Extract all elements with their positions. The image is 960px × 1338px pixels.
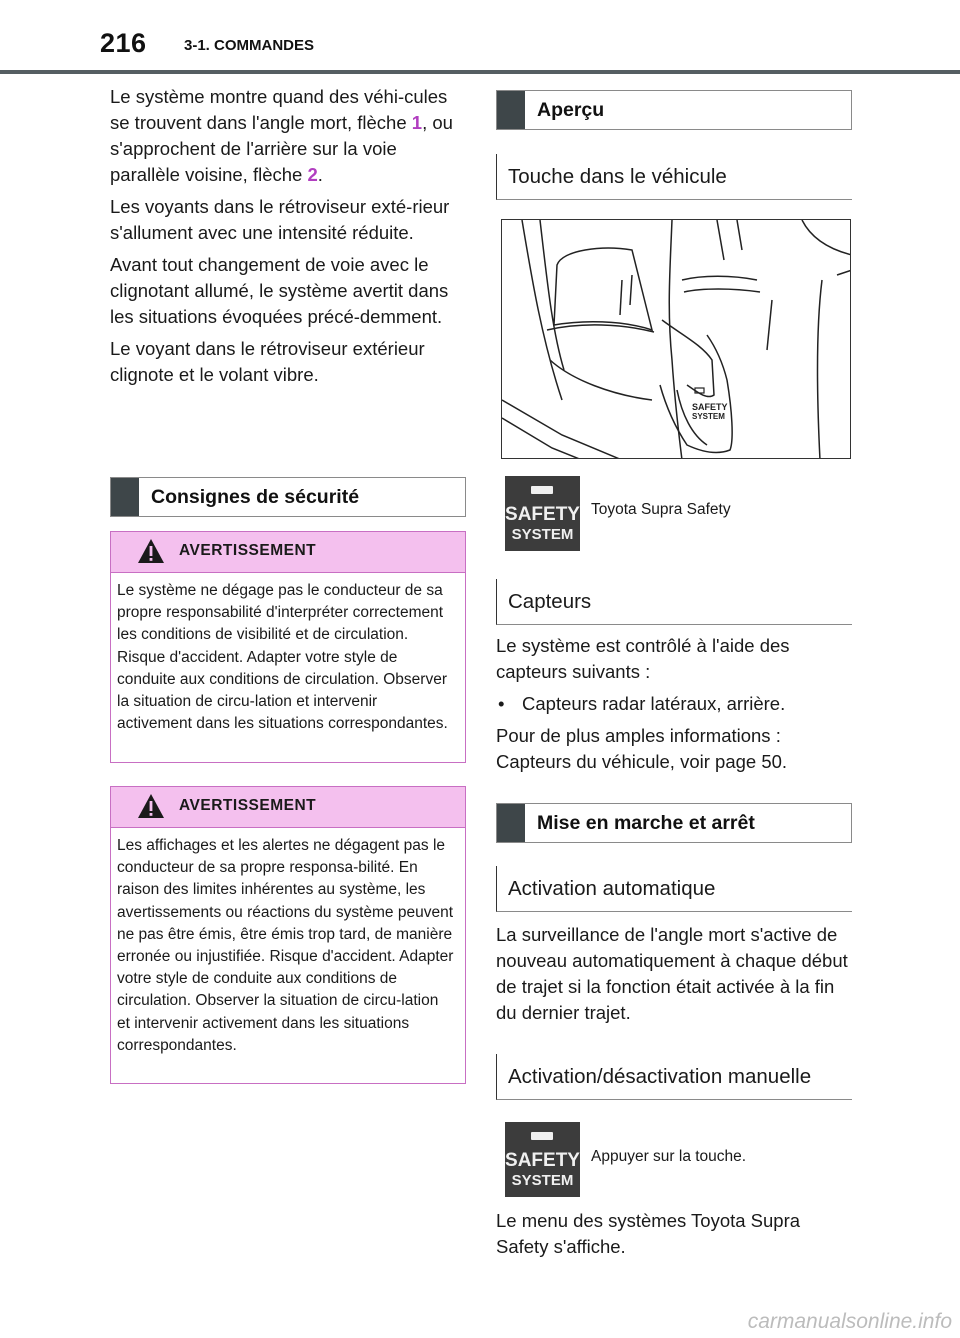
auto-activation-text <box>496 922 852 1032</box>
warning-title: AVERTISSEMENT <box>179 542 317 559</box>
warning-title: AVERTISSEMENT <box>179 797 317 814</box>
page-number: 216 <box>100 28 147 58</box>
warning-header <box>111 787 465 828</box>
sensors-reference: Pour de plus amples informations : Capteurs du véhicule, voir page 50. <box>496 725 788 772</box>
warning-box-2 <box>110 786 466 1084</box>
warning-text: Le système ne dégage pas le conducteur de sa propre responsabilité d'interpréter correctement les conditions de visibilité et de circulation. Risque d'accident. Adapter votre style de conduite aux conditions de circulation. Observer la situation de circu-lation et intervenir activement dans les situations correspondantes. <box>117 582 448 733</box>
warning-triangle-icon <box>137 793 165 819</box>
left-column <box>110 84 466 394</box>
final-text-block <box>496 1208 852 1266</box>
warning-box-1 <box>110 531 466 763</box>
sensors-subheading: Capteurs <box>496 579 852 625</box>
warning-text: Les affichages et les alertes ne dégagent pas le conducteur de sa propre responsa-bilité. En raison des limites inhérentes au système, les avertissements ou réactions du système peuvent ne pas être émis, être émis trop tard, de manière erronée ou injustifiée. Risque d'accident. Adapter votre style de conduite aux conditions de circulation. Observer la situation de circu-lation et intervenir activement dans les situations correspondantes. <box>117 837 454 1054</box>
mirror-paragraph: Les voyants dans le rétroviseur exté-rieur s'allument avec une intensité réduite. <box>110 196 450 243</box>
safety-system-button-icon <box>505 476 580 551</box>
console-illustration <box>501 219 851 459</box>
sensors-paragraph: Le système est contrôlé à l'aide des capteurs suivants : <box>496 635 790 682</box>
section-title: Mise en marche et arrêt <box>537 811 755 834</box>
auto-activation-paragraph: La surveillance de l'angle mort s'active de nouveau automatiquement à chaque début de trajet si la fonction était activée à la fin du dernier trajet. <box>496 924 848 1023</box>
warning-header <box>111 532 465 573</box>
vibration-paragraph: Le voyant dans le rétroviseur extérieur clignote et le volant vibre. <box>110 338 425 385</box>
page-header <box>0 0 960 76</box>
arrow-ref-1: 1 <box>411 112 423 133</box>
section-title: Aperçu <box>537 98 605 121</box>
icon-text-safety: SAFETY <box>505 504 580 525</box>
lane-change-paragraph: Avant tout changement de voie avec le clignotant allumé, le système avertit dans les situations évoquées précé-demment. <box>110 254 449 327</box>
overview-heading <box>496 90 852 130</box>
section-title: Consignes de sécurité <box>151 485 360 508</box>
on-off-heading <box>496 803 852 843</box>
sensors-bullet: • Capteurs radar latéraux, arrière. <box>496 691 852 717</box>
button-caption-2: Appuyer sur la touche. <box>591 1148 747 1165</box>
icon-text-safety: SAFETY <box>505 1150 580 1171</box>
illustration-label-1: SAFETY <box>692 402 728 412</box>
icon-text-system: SYSTEM <box>511 1172 574 1189</box>
console-drawing <box>502 220 851 459</box>
warning-triangle-icon <box>137 538 165 564</box>
arrow-ref-2: 2 <box>307 164 318 185</box>
section-marker <box>111 478 139 516</box>
illustration-label-2: SYSTEM <box>692 412 725 421</box>
icon-text-system: SYSTEM <box>511 526 574 543</box>
header-divider <box>0 70 960 74</box>
intro-text-b: , ou s'approchent de l'arrière sur la voie parallèle voisine, flèche <box>110 112 453 185</box>
manual-activation-subheading: Activation/désactivation manuelle <box>496 1054 852 1100</box>
safety-instructions-heading <box>110 477 466 517</box>
watermark: carmanualsonline.info <box>747 1310 952 1333</box>
safety-system-button-icon-2 <box>505 1122 580 1197</box>
section-marker <box>497 91 525 129</box>
safety-system-icon <box>505 1122 580 1197</box>
button-caption: Toyota Supra Safety <box>591 501 731 518</box>
intro-text-a: Le système montre quand des véhi-cules se trouvent dans l'angle mort, flèche <box>110 86 448 133</box>
safety-system-icon <box>505 476 580 551</box>
intro-paragraph <box>110 84 466 188</box>
intro-text-c: . <box>317 164 323 185</box>
chapter-title: 3-1. COMMANDES <box>184 37 315 54</box>
final-paragraph: Le menu des systèmes Toyota Supra Safety s'affiche. <box>496 1210 801 1257</box>
auto-activation-subheading: Activation automatique <box>496 866 852 912</box>
vehicle-button-subheading: Touche dans le véhicule <box>496 154 852 200</box>
section-marker <box>497 804 525 842</box>
sensors-text-block <box>496 633 852 781</box>
